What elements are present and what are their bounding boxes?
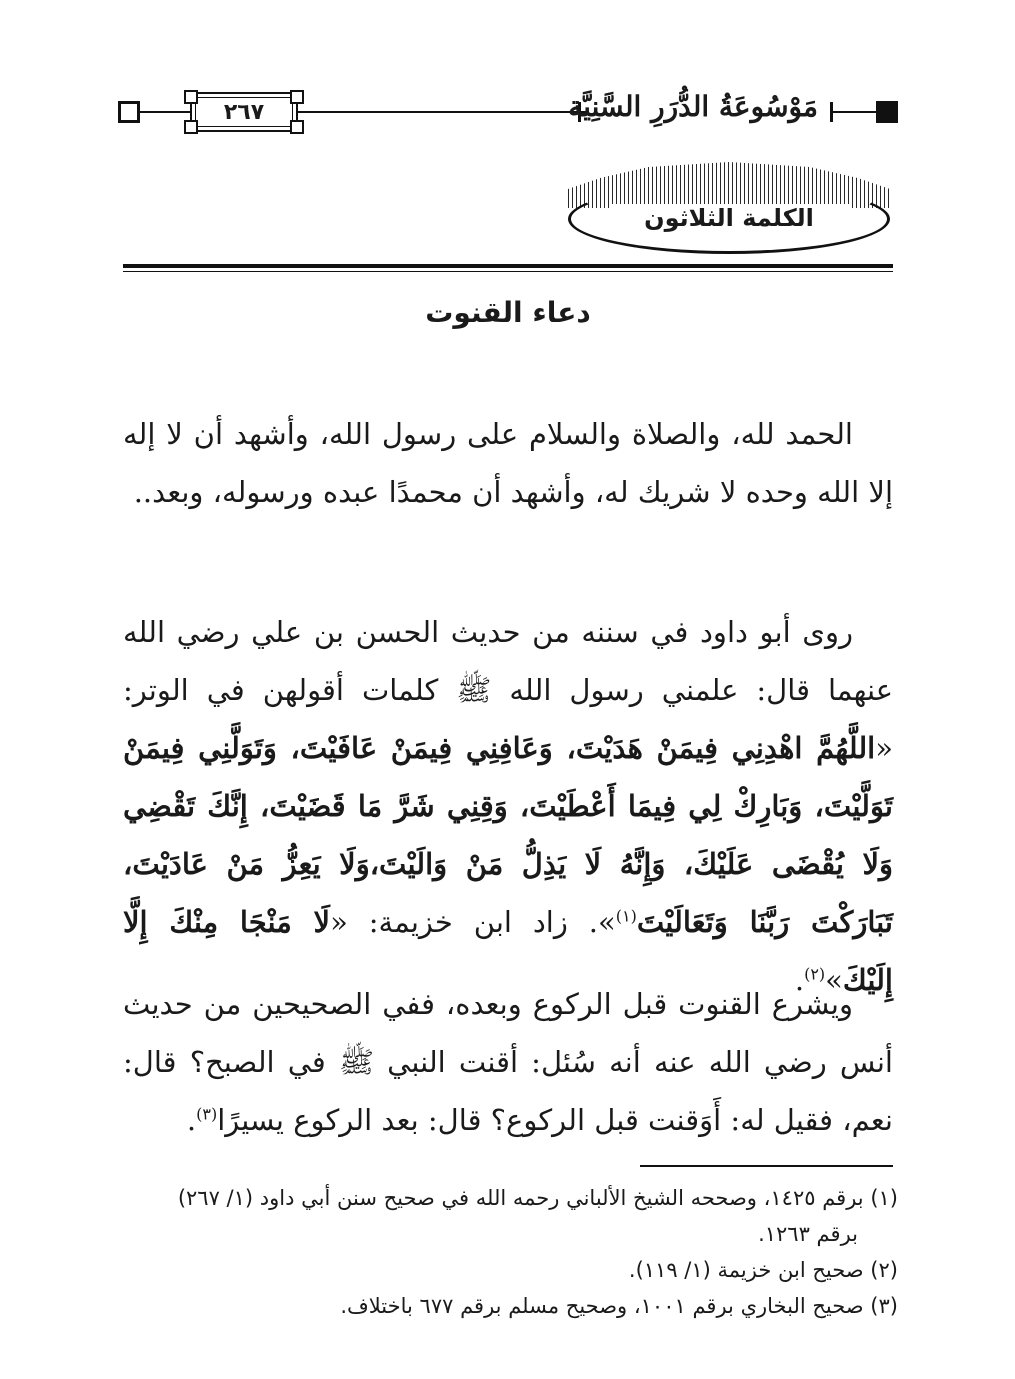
site-title: مَوْسُوعَةُ الدُّرَرِ السَّنِيَّة: [568, 90, 818, 123]
chapter-label: الكلمة الثلاثون: [609, 204, 849, 232]
footnote-ref[interactable]: (٢): [804, 964, 826, 984]
footnote-1: (١) برقم ١٤٢٥، وصححه الشيخ الألباني رحمه الله في صحيح سنن أبي داود (١/ ٢٦٧): [177, 1186, 898, 1210]
header-line-middle: [298, 111, 588, 113]
page-title: دعاء القنوت: [425, 296, 591, 329]
quote-close: »: [825, 963, 843, 997]
paragraph-qunut-timing: [123, 975, 893, 1149]
footnote-ref[interactable]: (٣): [196, 1104, 218, 1124]
page-number: ٢٦٧: [223, 99, 265, 125]
chapter-banner: [568, 158, 890, 254]
paragraph-hadith: [123, 603, 893, 1009]
footnote-1-continued: برقم ١٢٦٣.: [758, 1222, 858, 1246]
footnote-3: (٣) صحيح البخاري برقم ١٠٠١، وصحيح مسلم برقم ٦٧٧ باختلاف.: [340, 1294, 898, 1318]
footnote-separator: [640, 1165, 893, 1167]
qunut-timing-text: ويشرع القنوت قبل الركوع وبعده، ففي الصحيحين من حديث أنس رضي الله عنه أنه سُئل: أقنت النبي ﷺ في الصبح؟ قال: نعم، فقيل له: أَوَقنت قبل الركوع؟ قال: بعد الركوع يسيرًا: [123, 987, 893, 1137]
footnote-ref[interactable]: (١): [615, 906, 637, 926]
frame-corner-icon: [290, 120, 304, 134]
header-line-right: [832, 111, 876, 113]
footnotes: [123, 1180, 898, 1324]
footnote-2: (٢) صحيح ابن خزيمة (١/ ١١٩).: [628, 1258, 898, 1282]
hadith-addition-intro: ». زاد ابن خزيمة: «: [330, 905, 616, 939]
page-header: [118, 92, 898, 132]
header-ornament-square-icon: [876, 101, 898, 123]
header-line-left: [140, 111, 190, 113]
sentence-end: .: [186, 1103, 197, 1137]
hadith-intro: روى أبو داود في سننه من حديث الحسن بن علي رضي الله عنهما قال: علمني رسول الله ﷺ كلمات أقولهن في الوتر: «: [123, 615, 893, 765]
frame-corner-icon: [184, 120, 198, 134]
page-number-frame: [190, 92, 298, 132]
sentence-end: .: [794, 963, 805, 997]
hadith-addition: لَا مَنْجَا مِنْكَ إِلَّا إِلَيْكَ: [123, 905, 893, 997]
hadith-text: اللَّهُمَّ اهْدِنِي فِيمَنْ هَدَيْتَ، وَعَافِنِي فِيمَنْ عَافَيْتَ، وَتَوَلَّنِي فِيمَنْ تَوَلَّيْتَ، وَبَارِكْ لِي فِيمَا أَعْطَيْتَ، وَقِنِي شَرَّ مَا قَضَيْتَ، إِنَّكَ تَقْضِي وَلَا يُقْضَى عَلَيْكَ، وَإِنَّهُ لَا يَذِلُّ مَنْ وَالَيْتَ،وَلَا يَعِزُّ مَنْ عَادَيْتَ، تَبَارَكْتَ رَبَّنَا وَتَعَالَيْتَ: [123, 731, 893, 939]
header-rule-thin: [123, 271, 893, 272]
frame-corner-icon: [184, 90, 198, 104]
paragraph-intro: الحمد لله، والصلاة والسلام على رسول الله، وأشهد أن لا إله إلا الله وحده لا شريك له، وأشهد أن محمدًا عبده ورسوله، وبعد..: [123, 417, 893, 509]
frame-corner-icon: [290, 90, 304, 104]
header-rule-thick: [123, 264, 893, 268]
header-ornament-square-icon: [118, 101, 140, 123]
